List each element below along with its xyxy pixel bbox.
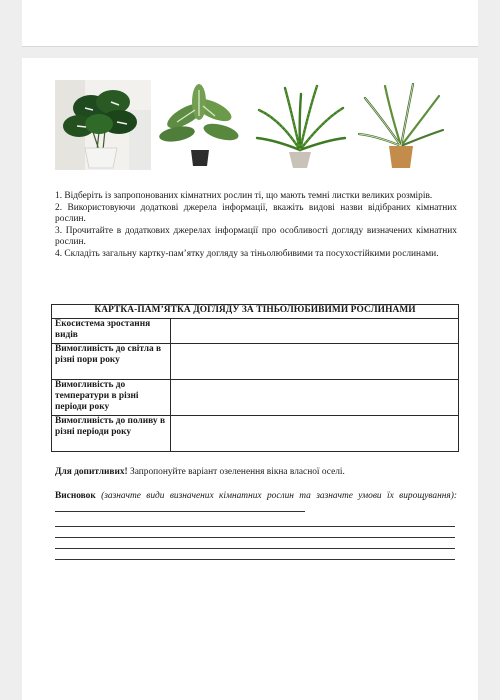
task-item-2: 2. Використовуючи додаткові джерела інформації, вкажіть видові назви відібраних кімнатних рослин. [55,202,457,224]
plant-images-row [55,80,447,170]
conclusion-heading: Висновок [55,491,96,501]
extra-task-text: Запропонуйте варіант озеленення вікна власної оселі. [127,467,345,477]
task-item-1: 1. Відберіть із запропонованих кімнатних рослин ті, що мають темні листки великих розмірів. [55,191,433,201]
table-row [52,416,459,452]
conclusion-instructions: (зазначте види визначених кімнатних рослин та зазначте умови їх вирощування): [95,491,457,501]
task-item-3: 3. Прочитайте в додаткових джерелах інформації про особливості догляду визначених кімнатних рослин. [55,225,457,247]
row-label-temperature: Вимогливість до температури в різні періоди року [52,380,171,416]
task-item-4: 4. Складіть загальну картку-пам’ятку догляду за тіньолюбивими та посухостійкими рослинами. [55,248,439,259]
row-label-watering: Вимогливість до поливу в різні періоди року [52,416,171,452]
care-memo-table [51,304,459,452]
row-answer-temperature[interactable] [171,380,459,416]
answer-line-1[interactable] [55,526,455,527]
table-row [52,380,459,416]
row-label-light: Вимогливість до світла в різні пори року [52,344,171,380]
table-row [52,319,459,344]
row-answer-light[interactable] [171,344,459,380]
monstera-plant-image [55,80,151,170]
answer-line-4[interactable] [55,559,455,560]
worksheet-page [22,58,478,700]
previous-page-strip [22,0,478,47]
extra-task [55,467,457,479]
conclusion-answer-line[interactable] [55,503,305,512]
task-list [55,191,457,260]
fern-plant-image [251,80,349,170]
row-answer-ecosystem[interactable] [171,319,459,344]
answer-line-2[interactable] [55,537,455,538]
answer-line-3[interactable] [55,548,455,549]
conclusion-block [55,491,457,516]
row-answer-watering[interactable] [171,416,459,452]
table-row [52,344,459,380]
chlorophytum-plant-image [355,80,447,170]
dieffenbachia-plant-image [155,80,245,170]
extra-task-heading: Для допитливих! [55,467,128,477]
row-label-ecosystem: Екосистема зростання видів [52,319,171,344]
care-memo-title: КАРТКА-ПАМ’ЯТКА ДОГЛЯДУ ЗА ТІНЬОЛЮБИВИМИ РОСЛИНАМИ [52,305,459,319]
